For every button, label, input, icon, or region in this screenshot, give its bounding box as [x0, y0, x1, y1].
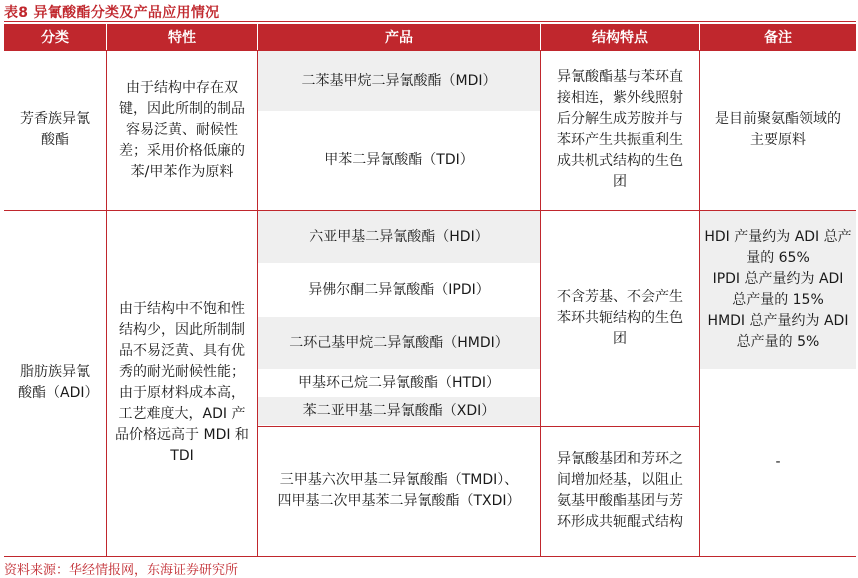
row-divider: [4, 210, 856, 211]
product-htdi: 甲基环己烷二异氰酸酯（HTDI）: [298, 374, 500, 391]
structure-aliphatic-1: 不含芳基、不会产生苯环共轭结构的生色团: [557, 288, 683, 347]
row-divider: [4, 50, 856, 51]
column-divider: [540, 50, 541, 556]
header-note: 备注: [700, 24, 856, 50]
product-tdi: 甲苯二异氰酸酯（TDI）: [324, 152, 474, 168]
product-xdi: 苯二亚甲基二异氰酸酯（XDI）: [258, 397, 540, 425]
column-divider: [257, 50, 258, 556]
structure-aromatic: 异氰酸酯基与苯环直接相连，紫外线照射后分解生成芳胺并与苯环产生共振重利生成共机式结构的生色团: [557, 69, 683, 190]
table-title: 表8 异氰酸酯分类及产品应用情况: [4, 5, 220, 21]
product-hdi: 六亚甲基二异氰酸酯（HDI）: [258, 211, 540, 263]
category-aromatic: 芳香族异氰酸酯: [20, 111, 90, 148]
table-bottom-rule: [4, 556, 856, 557]
structure-aliphatic-2: 异氰酸基团和芳环之间增加烃基，以阻止氨基甲酸酯基团与芳环形成共轭醌式结构: [557, 451, 683, 530]
row-divider: [258, 426, 699, 427]
source-note: 资料来源：华经情报网，东海证券研究所: [4, 563, 239, 578]
header-product: 产品: [258, 24, 540, 50]
column-divider: [699, 50, 700, 556]
note-aromatic: 是目前聚氨酯领域的主要原料: [715, 111, 841, 148]
product-mdi: 二苯基甲烷二异氰酸酯（MDI）: [258, 51, 540, 111]
header-property: 特性: [107, 24, 257, 50]
product-hmdi: 二环己基甲烷二异氰酸酯（HMDI）: [258, 317, 540, 369]
category-aliphatic: 脂肪族异氰酸酯（ADI）: [18, 364, 99, 401]
note-hdi: HDI 产量约为 ADI 总产量的 65%: [704, 229, 852, 266]
note-aliphatic-1: [700, 211, 856, 369]
property-aromatic: 由于结构中存在双键，因此所制的制品容易泛黄、耐候性差；采用价格低廉的苯/甲苯作为原料: [119, 79, 245, 180]
note-hmdi: HMDI 总产量约为 ADI 总产量的 5%: [707, 313, 849, 350]
product-tmdi-txdi: 三甲基六次甲基二异氰酸酯（TMDI）、四甲基二次甲基苯二异氰酸酯（TXDI）: [277, 472, 521, 509]
header-category: 分类: [4, 24, 106, 50]
property-aliphatic: 由于结构中不饱和性结构少，因此所制制品不易泛黄、具有优秀的耐光耐候性能；由于原材料成本高，工艺难度大，ADI 产品价格远高于 MDI 和 TDI: [115, 301, 249, 464]
note-aliphatic-2: -: [775, 454, 781, 470]
note-ipdi: IPDI 总产量约为 ADI 总产量的 15%: [712, 271, 844, 308]
column-divider: [106, 50, 107, 556]
header-structure: 结构特点: [541, 24, 699, 50]
product-ipdi: 异佛尔酮二异氰酸酯（IPDI）: [308, 281, 490, 298]
title-underline: [4, 21, 856, 22]
